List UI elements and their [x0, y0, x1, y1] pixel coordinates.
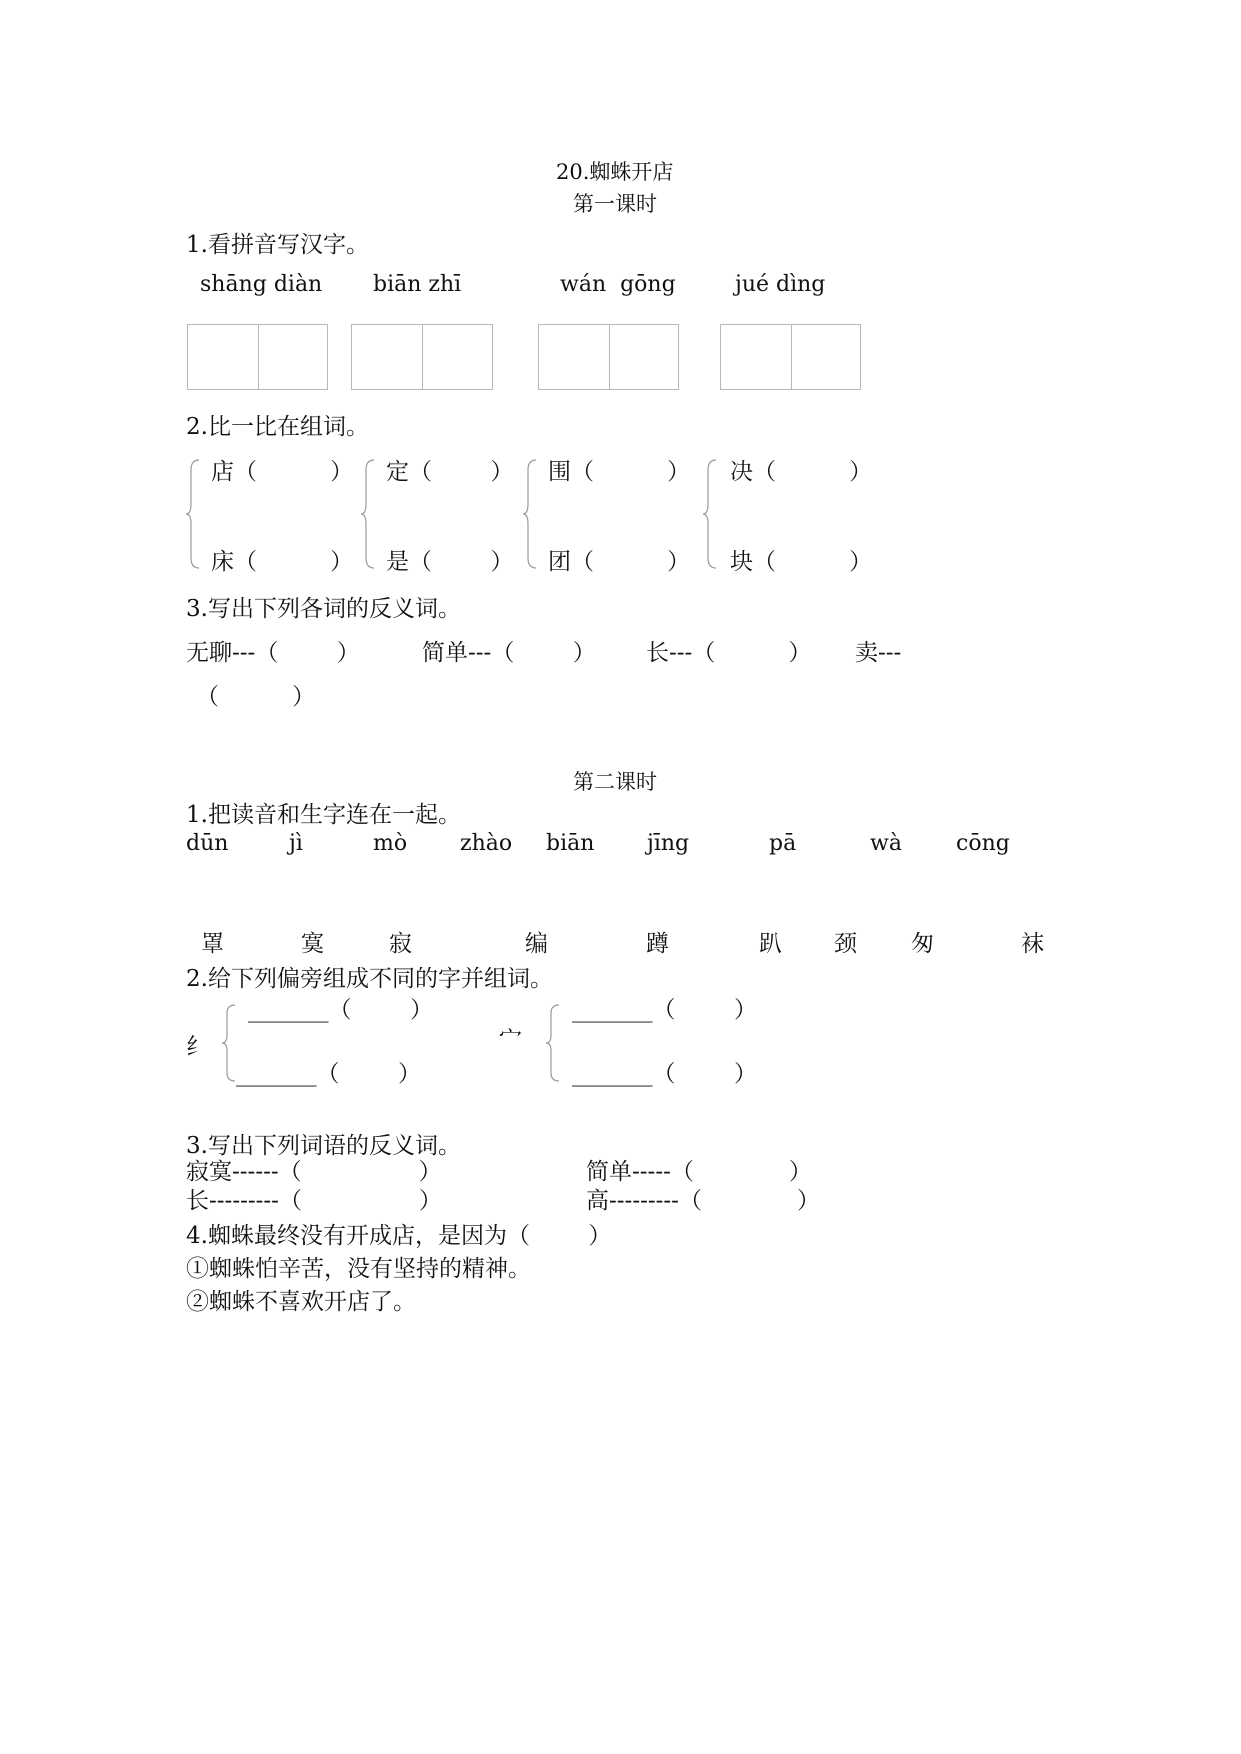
- l2-q1-char-7: 颈: [834, 931, 857, 957]
- brace-icon: [222, 1003, 236, 1083]
- l2-q1-pinyin-2: jì: [289, 831, 303, 856]
- l2-q3-item-2: 简单-----（ ）: [586, 1159, 812, 1185]
- l2-q1-char-1: 罩: [201, 931, 224, 957]
- lesson2-heading: 第二课时: [573, 770, 657, 794]
- answer-box-4[interactable]: [720, 324, 861, 390]
- l1-q2-pair-2-top: 定（ ）: [386, 459, 514, 485]
- answer-box-1[interactable]: [187, 324, 328, 390]
- page-title: 20.蜘蛛开店: [556, 160, 674, 184]
- brace-icon: [546, 1003, 560, 1083]
- l2-q2-group-2-line-2: _______（ ）: [572, 1061, 757, 1087]
- l2-q1-pinyin-1: dūn: [186, 831, 229, 856]
- l2-q2-group-1-line-1: _______（ ）: [248, 997, 433, 1023]
- l2-q1-pinyin-9: cōng: [956, 831, 1010, 856]
- brace-icon: [186, 458, 200, 570]
- l2-q1-pinyin-8: wà: [870, 831, 902, 856]
- l1-q1-pinyin-3: wán gōng: [560, 272, 676, 297]
- l1-q2-pair-4-bottom: 块（ ）: [730, 549, 873, 575]
- l1-q3-item-4-wrap: （ ）: [196, 684, 316, 710]
- l1-q3-item-4: 卖---: [855, 640, 902, 666]
- l1-q3-item-3: 长---（ ）: [646, 640, 812, 666]
- l2-q3-text: 3.写出下列词语的反义词。: [186, 1133, 461, 1159]
- l1-q2-pair-3-top: 围（ ）: [548, 459, 691, 485]
- l1-q1-pinyin-4: jué dìng: [735, 272, 826, 297]
- brace-icon: [523, 458, 537, 570]
- l1-q1-pinyin-1: shāng diàn: [200, 272, 323, 297]
- l2-q3-item-4: 高---------（ ）: [586, 1188, 820, 1214]
- l2-q1-char-2: 寞: [301, 931, 324, 957]
- l2-q1-char-5: 蹲: [646, 931, 669, 957]
- l1-q2-pair-1-bottom: 床（ ）: [211, 549, 354, 575]
- l2-q1-pinyin-4: zhào: [460, 831, 513, 856]
- l1-q2-pair-3-bottom: 团（ ）: [548, 549, 691, 575]
- l2-q1-char-9: 袜: [1021, 931, 1044, 957]
- l1-q2-pair-2-bottom: 是（ ）: [386, 549, 514, 575]
- l2-q1-char-6: 趴: [759, 931, 782, 957]
- l2-q1-pinyin-3: mò: [373, 831, 408, 856]
- l1-q1-text: 1.看拼音写汉字。: [186, 232, 369, 258]
- brace-icon: [361, 458, 375, 570]
- l2-q2-group-2-line-1: _______（ ）: [572, 997, 757, 1023]
- l1-q3-text: 3.写出下列各词的反义词。: [186, 596, 461, 622]
- l1-q2-text: 2.比一比在组词。: [186, 414, 369, 440]
- l1-q3-item-1: 无聊---（ ）: [186, 640, 360, 666]
- l2-q1-char-3: 寂: [389, 931, 412, 957]
- l2-q4-option-2: ②蜘蛛不喜欢开店了。: [186, 1289, 416, 1315]
- l2-q2-text: 2.给下列偏旁组成不同的字并组词。: [186, 966, 553, 992]
- l2-q1-pinyin-7: pā: [769, 831, 797, 856]
- answer-box-2[interactable]: [351, 324, 493, 390]
- l2-q1-pinyin-6: jīng: [647, 831, 690, 856]
- answer-box-3[interactable]: [538, 324, 679, 390]
- l1-q3-item-2: 简单---（ ）: [422, 640, 596, 666]
- l2-q1-pinyin-5: biān: [546, 831, 595, 856]
- brace-icon: [703, 458, 717, 570]
- l2-q1-char-4: 编: [525, 931, 548, 957]
- l2-q4-option-1: ①蜘蛛怕辛苦，没有坚持的精神。: [186, 1256, 531, 1282]
- l2-q2-group-1-line-2: _______（ ）: [236, 1061, 421, 1087]
- l2-q1-text: 1.把读音和生字连在一起。: [186, 802, 461, 828]
- l2-q3-item-1: 寂寞------（ ）: [186, 1159, 442, 1185]
- l2-q4-text: 4.蜘蛛最终没有开成店，是因为（ ）: [186, 1223, 612, 1249]
- lesson1-heading: 第一课时: [573, 192, 657, 216]
- l1-q2-pair-1-top: 店（ ）: [211, 459, 354, 485]
- l2-q1-char-8: 匆: [911, 931, 934, 957]
- l2-q2-radical-2: 宀: [499, 1026, 522, 1052]
- l2-q2-radical-1: 纟: [186, 1034, 209, 1060]
- l1-q2-pair-4-top: 决（ ）: [730, 459, 873, 485]
- l1-q1-pinyin-2: biān zhī: [373, 272, 462, 297]
- l2-q3-item-3: 长---------（ ）: [186, 1188, 442, 1214]
